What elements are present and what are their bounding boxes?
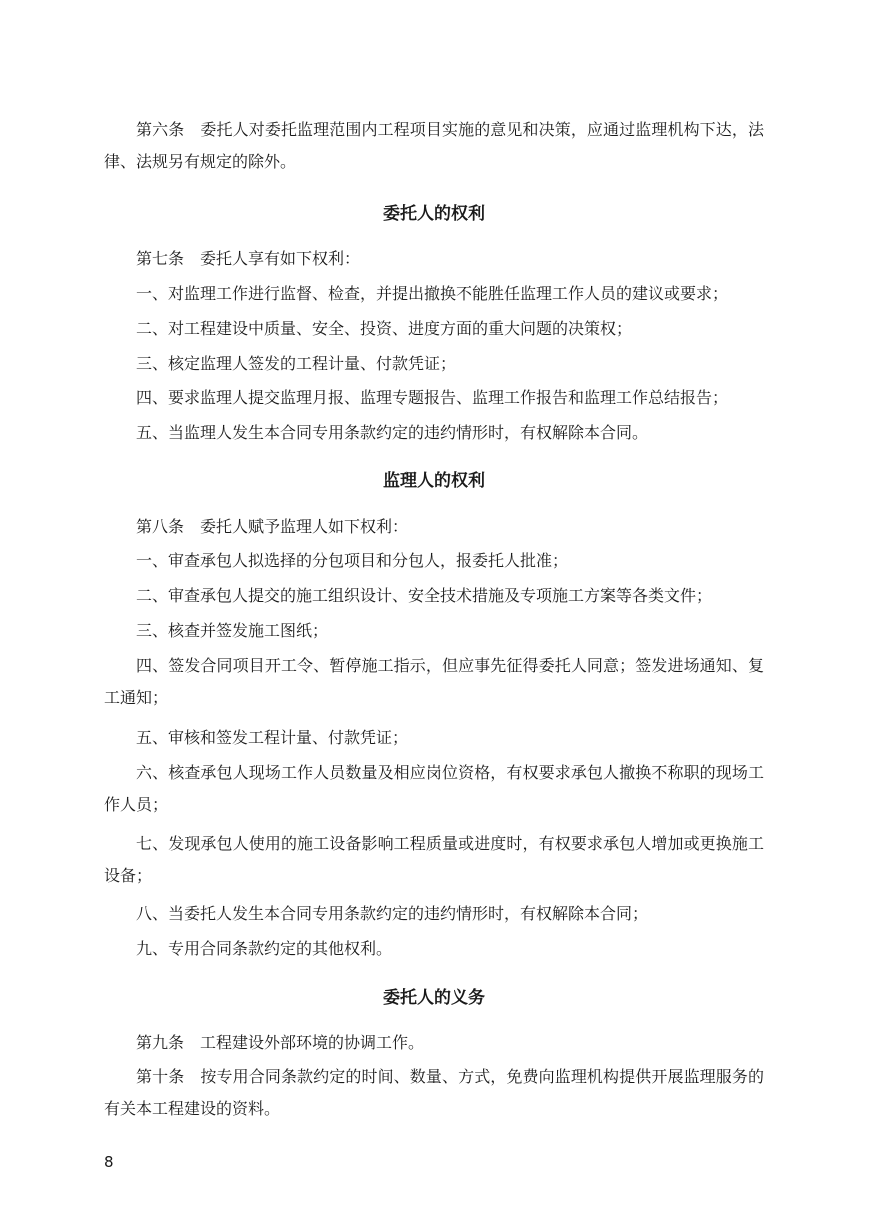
list-item: 五、当监理人发生本合同专用条款约定的违约情形时，有权解除本合同。 — [136, 423, 649, 442]
heading-client-obligations: 委托人的义务 — [383, 988, 485, 1008]
article-8: 第八条 委托人赋予监理人如下权利： — [136, 517, 409, 536]
heading-client-rights: 委托人的权利 — [383, 204, 485, 224]
heading-supervisor-rights: 监理人的权利 — [383, 471, 485, 491]
list-item: 七、发现承包人使用的施工设备影响工程质量或进度时，有权要求承包人增加或更换施工设备； — [104, 834, 764, 885]
article-6: 第六条 委托人对委托监理范围内工程项目实施的意见和决策，应通过监理机构下达，法律、法规另有规定的除外。 — [104, 120, 764, 171]
list-item: 三、核定监理人签发的工程计量、付款凭证； — [136, 354, 457, 373]
list-item: 九、专用合同条款约定的其他权利。 — [136, 939, 393, 958]
list-item: 八、当委托人发生本合同专用条款约定的违约情形时，有权解除本合同； — [136, 904, 649, 923]
list-item: 三、核查并签发施工图纸； — [136, 621, 329, 640]
article-10: 第十条 按专用合同条款约定的时间、数量、方式，免费向监理机构提供开展监理服务的有关本工程建设的资料。 — [104, 1067, 764, 1118]
list-item: 六、核查承包人现场工作人员数量及相应岗位资格，有权要求承包人撤换不称职的现场工作人员； — [104, 763, 764, 814]
list-item: 二、审查承包人提交的施工组织设计、安全技术措施及专项施工方案等各类文件； — [136, 586, 713, 605]
list-item: 一、审查承包人拟选择的分包项目和分包人，报委托人批准； — [136, 551, 569, 570]
article-7: 第七条 委托人享有如下权利： — [136, 249, 361, 268]
list-item: 五、审核和签发工程计量、付款凭证； — [136, 728, 409, 747]
page-number: 8 — [104, 1153, 114, 1171]
list-item: 一、对监理工作进行监督、检查，并提出撤换不能胜任监理工作人员的建议或要求； — [136, 284, 729, 303]
list-item: 二、对工程建设中质量、安全、投资、进度方面的重大问题的决策权； — [136, 319, 633, 338]
list-item: 四、签发合同项目开工令、暂停施工指示，但应事先征得委托人同意；签发进场通知、复工通知； — [104, 656, 764, 707]
article-9: 第九条 工程建设外部环境的协调工作。 — [136, 1033, 425, 1052]
list-item: 四、要求监理人提交监理月报、监理专题报告、监理工作报告和监理工作总结报告； — [136, 388, 729, 407]
